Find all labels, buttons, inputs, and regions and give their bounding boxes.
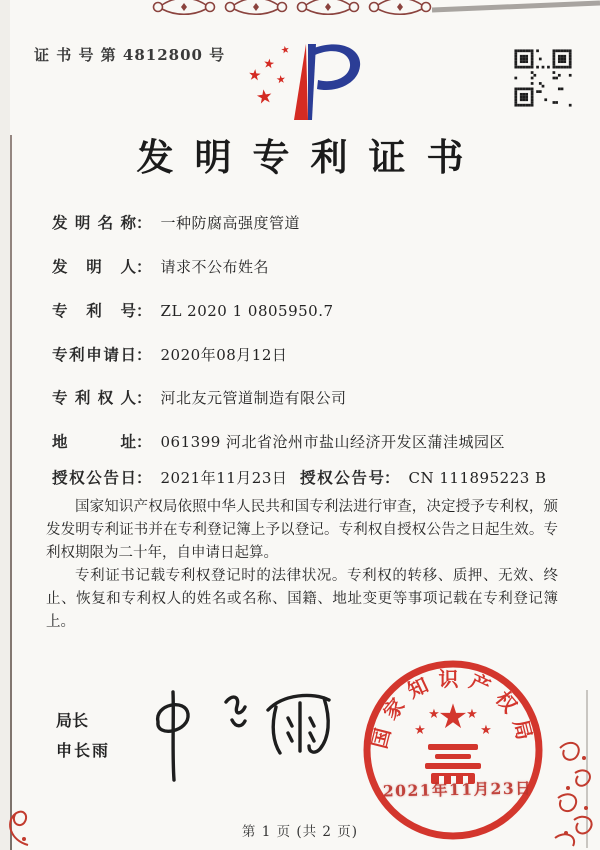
field-value: 061399 河北省沧州市盐山经济开发区蒲洼城园区 xyxy=(160,433,506,451)
field-colon: ： xyxy=(384,468,400,487)
legal-body xyxy=(46,496,558,634)
cnipa-logo-icon xyxy=(292,40,370,124)
field-label: 地址 xyxy=(52,432,136,451)
field-value: 请求不公布姓名 xyxy=(160,258,270,276)
body-paragraph: 专利证书记载专利权登记时的法律状况。专利权的转移、质押、无效、终止、恢复和专利权人的姓名或名称、国籍、地址变更等事项记载在专利登记簿上。 xyxy=(46,568,558,630)
logo-star-icon: ★ xyxy=(280,44,291,57)
field-row-invention-name xyxy=(52,211,570,233)
page-title: 发明专利证书 xyxy=(136,135,485,179)
field-label: 发明人 xyxy=(52,257,136,276)
field-label: 授权公告日 xyxy=(52,468,136,487)
grant-date-value: 2021年11月23日 xyxy=(160,469,288,487)
field-row-filing-date xyxy=(52,343,570,365)
svg-text:★: ★ xyxy=(437,697,469,737)
grant-number-value: CN 111895223 B xyxy=(408,469,547,487)
field-value: 河北友元管道制造有限公司 xyxy=(160,389,347,407)
seal-date-stamp: 2021年11月23日 xyxy=(382,778,533,801)
logo-star-icon: ★ xyxy=(262,56,276,73)
field-colon: ： xyxy=(136,468,152,487)
field-row-address xyxy=(52,430,570,452)
qr-code-icon xyxy=(509,44,577,112)
field-row-inventor xyxy=(52,255,570,277)
officer-title: 局长 xyxy=(56,711,89,730)
logo-star-icon: ★ xyxy=(247,65,263,85)
field-label: 发明名称 xyxy=(52,213,136,232)
field-colon: ： xyxy=(136,432,152,451)
svg-text:★: ★ xyxy=(466,707,478,722)
field-label: 授权公告号 xyxy=(300,468,384,487)
field-row-grant xyxy=(52,466,570,488)
field-value: ZL 2020 1 0805950.7 xyxy=(160,302,334,320)
field-colon: ： xyxy=(136,257,152,276)
svg-text:★: ★ xyxy=(414,723,426,738)
grant-number-group xyxy=(300,466,547,488)
logo-star-icon: ★ xyxy=(254,84,275,110)
page-left-edge-line xyxy=(10,135,12,850)
national-emblem-icon xyxy=(414,697,492,784)
field-value: 一种防腐高强度管道 xyxy=(160,214,301,232)
field-label: 专利号 xyxy=(52,301,136,320)
field-label: 专利权人 xyxy=(52,388,136,407)
svg-text:★: ★ xyxy=(480,723,492,738)
official-seal xyxy=(356,660,558,850)
field-colon: ： xyxy=(136,345,152,364)
svg-text:★: ★ xyxy=(428,707,440,722)
field-colon: ： xyxy=(136,213,152,232)
field-label: 专利申请日 xyxy=(52,345,136,364)
officer-signature xyxy=(128,680,343,788)
field-colon: ： xyxy=(136,388,152,407)
field-row-patentee xyxy=(52,386,570,408)
body-paragraph: 国家知识产权局依照中华人民共和国专利法进行审查，决定授予专利权，颁发发明专利证书并在专利登记簿上予以登记。专利权自授权公告之日起生效。专利权期限为二十年，自申请日起算。 xyxy=(46,499,558,561)
field-row-patent-number xyxy=(52,299,570,321)
field-colon: ： xyxy=(136,301,152,320)
page-footer: 第 1 页 (共 2 页) xyxy=(241,824,359,840)
top-right-edge-line xyxy=(432,0,600,14)
top-border-ornament-icon xyxy=(148,0,438,16)
logo-star-icon: ★ xyxy=(275,72,287,87)
officer-name: 申长雨 xyxy=(56,741,111,760)
seal-text: 国家知识产权局 xyxy=(367,666,539,751)
field-value: 2020年08月12日 xyxy=(160,346,288,364)
certificate-number: 证 书 号 第 4812800 号 xyxy=(34,46,226,64)
